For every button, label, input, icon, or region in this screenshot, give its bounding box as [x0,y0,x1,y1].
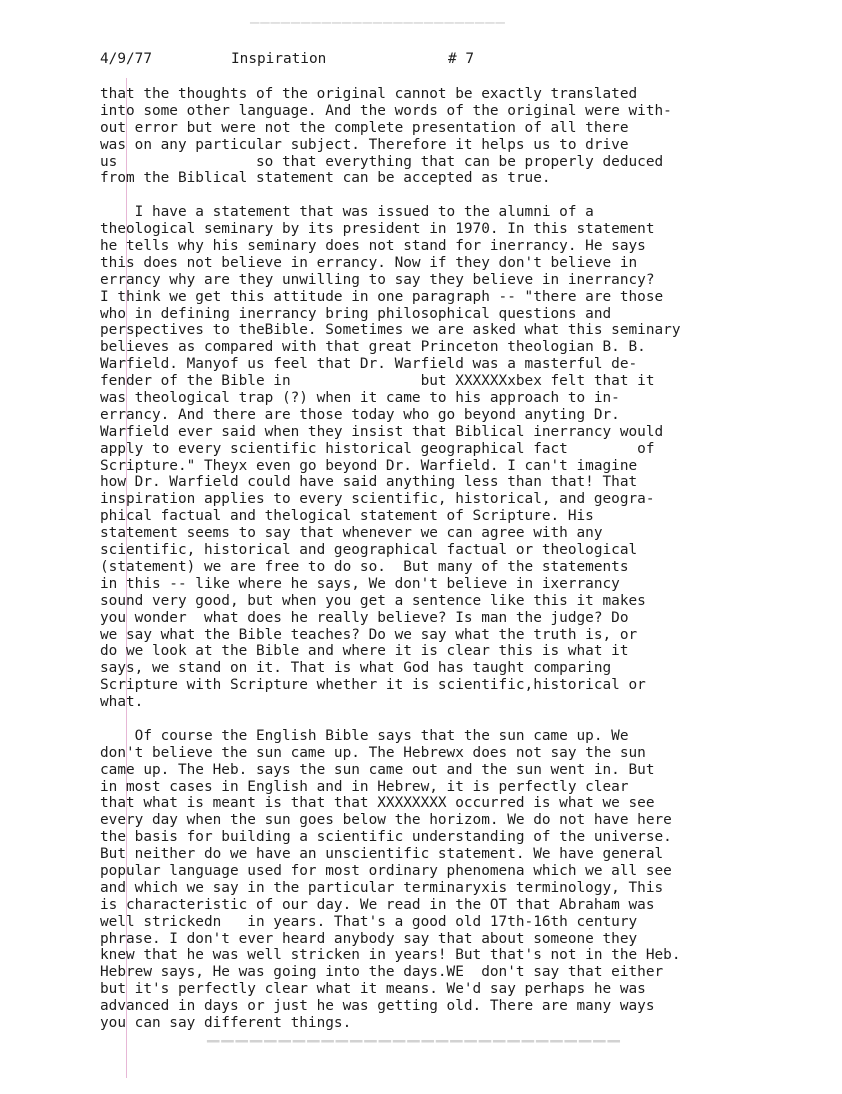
text-line: errancy. And there are those today who go beyond anyting Dr. [100,406,620,423]
text-line: that what is meant is that that XXXXXXXX occurred is what we see [100,795,655,812]
text-line: popular language used for most ordinary phenomena which we all see [100,862,672,879]
text-line: knew that he was well stricken in years! But that's not in the Heb. [100,947,681,964]
text-line: was theological trap (?) when it came to his approach to in- [100,390,620,407]
text-line: us so that everything that can be properly deduced [100,153,664,170]
text-line: I think we get this attitude in one paragraph -- "there are those [100,288,664,305]
text-line: well strickedn in years. That's a good old 17th-16th century [100,913,638,930]
text-line: that the thoughts of the original cannot be exactly translated [100,86,638,102]
text-line: who in defining inerrancy bring philosophical questions and [100,305,612,322]
text-line: this does not believe in errancy. Now if they don't believe in [100,254,638,271]
text-line: statement seems to say that whenever we can agree with any [100,525,603,542]
document-body [100,86,820,1049]
bleed-through-mark-top: ▁▁▁▁▁▁▁▁▁▁▁▁▁▁▁▁▁▁▁▁▁▁▁▁▁ [250,22,506,36]
text-line: advanced in days or just he was getting old. There are many ways [100,998,655,1015]
text-line: (statement) we are free to do so. But many of the statements [100,558,629,575]
text-line: you wonder what does he really believe? Is man the judge? Do [100,609,629,626]
text-line: every day when the sun goes below the horizom. We do not have here [100,812,672,829]
text-line: apply to every scientific historical geographical fact of [100,440,655,457]
text-line: but it's perfectly clear what it means. We'd say perhaps he was [100,981,646,998]
text-line: was on any particular subject. Therefore it helps us to drive [100,136,629,153]
text-line: inspiration applies to every scientific, historical, and geogra- [100,491,655,508]
text-line: we say what the Bible teaches? Do we say what the truth is, or [100,626,638,643]
text-line: perspectives to theBible. Sometimes we are asked what this seminary [100,322,681,339]
text-line: out error but were not the complete presentation of all there [100,119,629,136]
text-line: phical factual and thelogical statement of Scripture. His [100,508,594,525]
text-line: sound very good, but when you get a sentence like this it makes [100,592,646,609]
text-line: Scripture with Scripture whether it is scientific,historical or [100,677,646,694]
text-line: don't believe the sun came up. The Hebrewx does not say the sun [100,744,646,761]
text-line: errancy why are they unwilling to say they believe in inerrancy? [100,271,655,288]
text-line: Hebrew says, He was going into the days.WE don't say that either [100,964,664,981]
text-line: in this -- like where he says, We don't believe in ixerrancy [100,575,620,592]
text-line: fender of the Bible in but XXXXXXxbex felt that it [100,373,655,390]
text-line: I have a statement that was issued to the alumni of a [100,204,594,221]
text-line: Scripture." Theyx even go beyond Dr. Warfield. I can't imagine [100,457,638,474]
text-line: came up. The Heb. says the sun came out and the sun went in. But [100,761,655,778]
text-line: and which we say in the particular terminaryxis terminology, This [100,879,664,896]
text-line: Warfield. Manyof us feel that Dr. Warfield was a masterful de- [100,356,638,373]
text-line: believes as compared with that great Princeton theologian B. B. [100,339,646,356]
text-line: theological seminary by its president in 1970. In this statement [100,221,655,238]
text-line: scientific, historical and geographical factual or theological [100,542,638,559]
text-line: do we look at the Bible and where it is clear this is what it [100,643,629,660]
paragraph-2 [100,204,820,711]
text-line: phrase. I don't ever heard anybody say that about someone they [100,930,638,947]
text-line: from the Biblical statement can be accepted as true. [100,170,551,187]
text-line: in most cases in English and in Hebrew, it is perfectly clear [100,778,629,795]
text-line: Warfield ever said when they insist that Biblical inerrancy would [100,423,664,440]
text-line: the basis for building a scientific understanding of the universe. [100,829,672,846]
text-line: is characteristic of our day. We read in the OT that Abraham was [100,896,655,913]
text-line: how Dr. Warfield could have said anything less than that! That [100,474,638,491]
bleed-through-mark-bottom: ▁▁▁▁▁▁▁▁▁▁▁▁▁▁▁▁▁▁▁▁▁▁▁▁▁▁▁▁▁ [205,1040,620,1059]
paragraph-3 [100,728,820,1032]
text-line: you can say different things. [100,1014,352,1031]
header-title: Inspiration [231,51,327,67]
text-line: Of course the English Bible says that the sun came up. We [100,727,629,744]
text-line: he tells why his seminary does not stand for inerrancy. He says [100,238,646,255]
text-line: says, we stand on it. That is what God has taught comparing [100,660,612,677]
text-line: But neither do we have an unscientific statement. We have general [100,846,664,863]
text-line: into some other language. And the words of the original were with- [100,102,672,119]
header-page-number: # 7 [448,51,474,67]
header-date: 4/9/77 [100,51,152,67]
paragraph-1 [100,86,820,187]
text-line: what. [100,694,144,711]
